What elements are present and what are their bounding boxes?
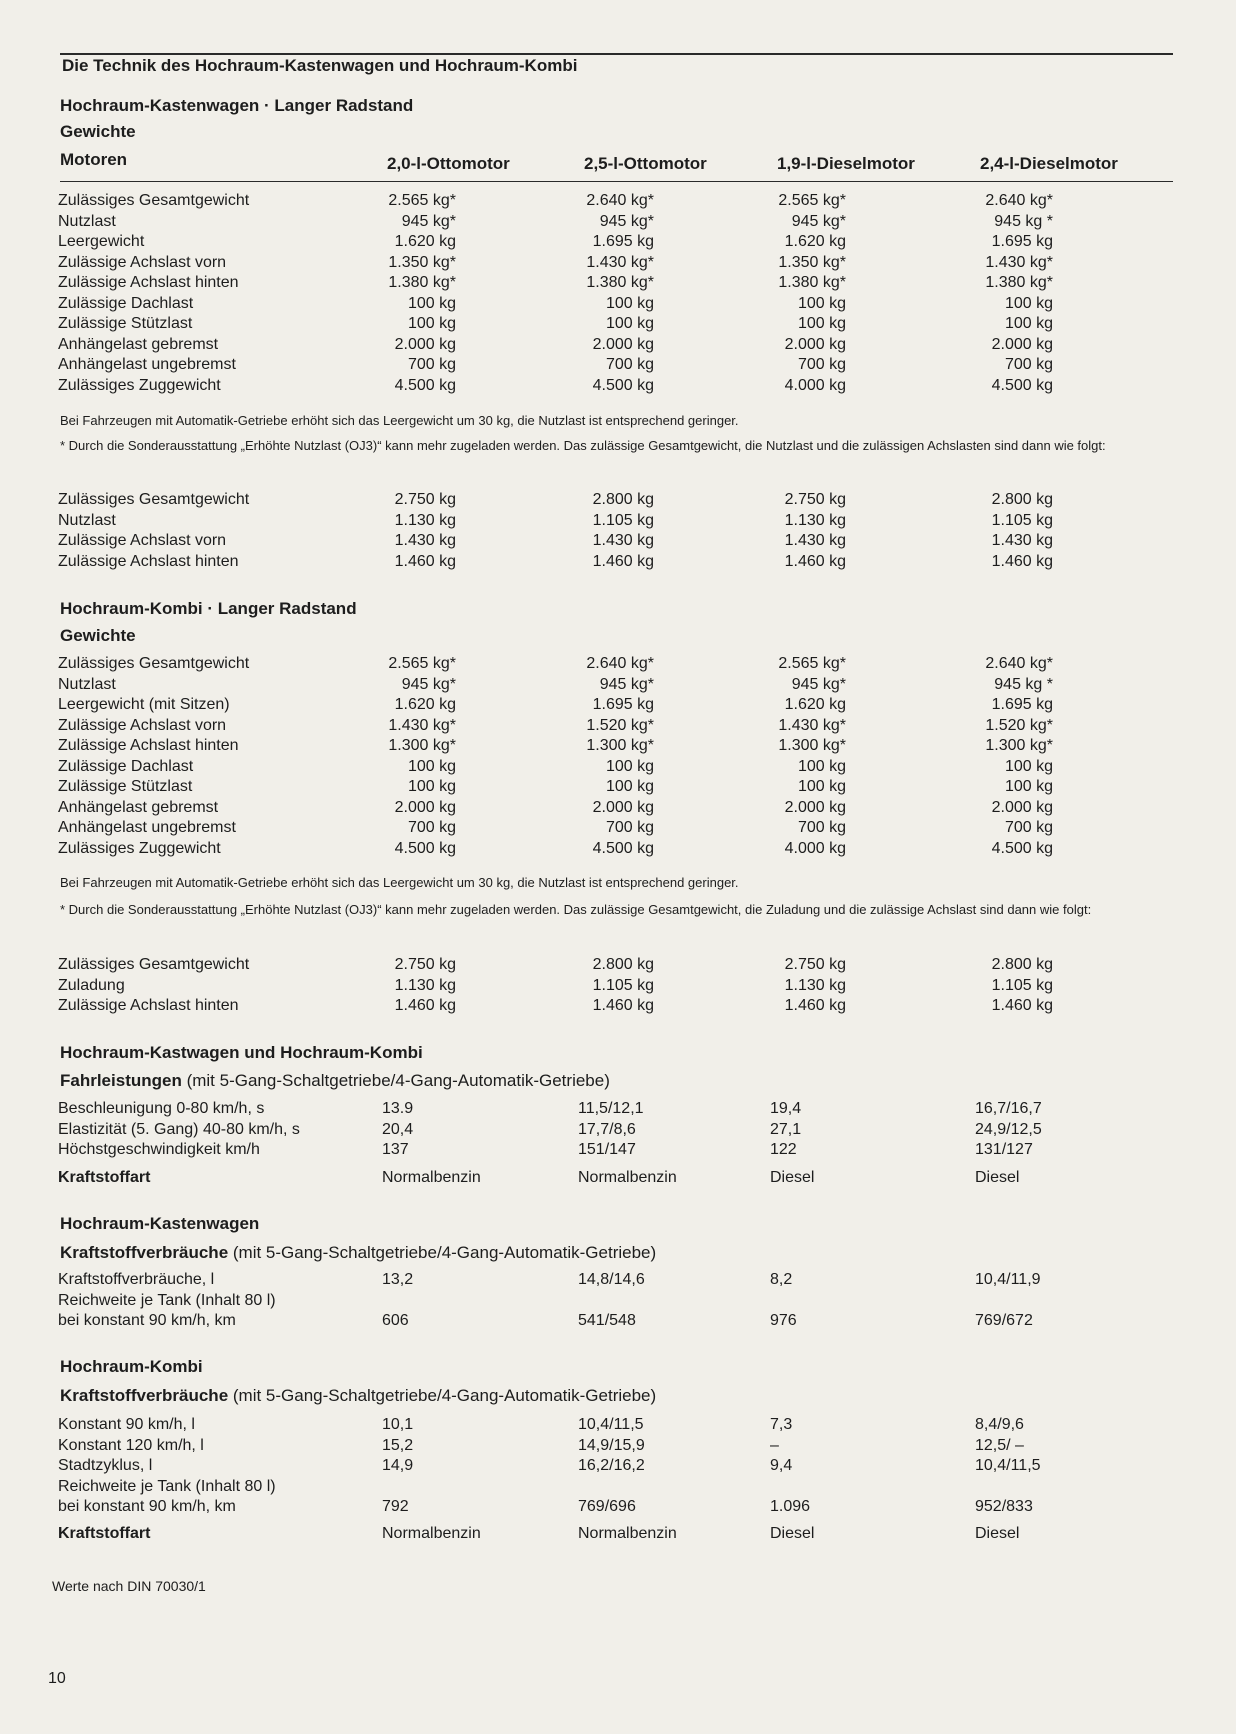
section-heading-kasten: Hochraum-Kastenwagen · Langer Radstand	[60, 96, 414, 115]
cell-value-3: 100 kg	[797, 294, 846, 312]
cell-value-1: 1.460 kg	[394, 997, 456, 1014]
table-row	[0, 1291, 1236, 1312]
table-row	[0, 1099, 1236, 1120]
cell-value-2: 100 kg	[605, 294, 654, 312]
header-rule	[60, 181, 1173, 182]
cell-value-3: 2.000 kg	[784, 335, 846, 353]
cell-value-3: 1.620 kg	[784, 233, 846, 250]
table-row	[0, 1270, 1236, 1291]
subheading-kraftstoffverbraeuche	[60, 1243, 656, 1263]
performance-table	[0, 1099, 1236, 1161]
row-label: Anhängelast ungebremst	[58, 356, 236, 373]
table-row	[0, 716, 1236, 737]
row-label: Zulässige Achslast hinten	[58, 274, 239, 291]
row-label: Leergewicht (mit Sitzen)	[58, 696, 230, 713]
cell-value-1: 606	[382, 1312, 409, 1329]
cell-value-2: 14,9/15,9	[578, 1436, 645, 1454]
cell-value-1: 1.620 kg	[394, 696, 456, 713]
verbraeuche-label-kombi: Kraftstoffverbräuche	[60, 1386, 229, 1405]
cell-value-1: 1.430 kg*	[388, 716, 456, 734]
verbraeuche-label: Kraftstoffverbräuche	[60, 1243, 229, 1262]
page-number: 10	[48, 1670, 66, 1687]
row-label: Leergewicht	[58, 233, 145, 250]
cell-value-2: 10,4/11,5	[578, 1416, 644, 1433]
row-label: Konstant 120 km/h, l	[58, 1436, 204, 1454]
cell-value-3: 1.460 kg	[784, 997, 846, 1014]
cell-value-4: 2.800 kg	[991, 956, 1053, 973]
row-label: Reichweite je Tank (Inhalt 80 l)	[58, 1477, 276, 1495]
cell-value-1: 2.000 kg	[394, 798, 456, 816]
cell-value-4: 100 kg	[1004, 757, 1053, 775]
cell-value-2: 945 kg*	[599, 675, 654, 693]
cell-value-3: 4.000 kg	[784, 376, 846, 394]
cell-value-4: 24,9/12,5	[975, 1120, 1042, 1138]
row-label: Zulässige Achslast hinten	[58, 552, 239, 570]
cell-value-4: 12,5/ –	[975, 1436, 1024, 1454]
cell-value-2: 769/696	[578, 1498, 636, 1515]
table-row	[0, 335, 1236, 356]
cell-value-2: 1.430 kg*	[586, 253, 654, 271]
cell-value-3: 2.750 kg	[784, 956, 846, 973]
page-title: Die Technik des Hochraum-Kastenwagen und Hochraum-Kombi	[62, 56, 578, 75]
cell-value-2: 700 kg	[605, 356, 654, 373]
section-heading-consumption-kasten: Hochraum-Kastenwagen	[60, 1214, 260, 1233]
row-label: Zulässige Dachlast	[58, 294, 194, 312]
table-row	[0, 1168, 1236, 1189]
table-row	[0, 818, 1236, 839]
cell-value-4: 1.380 kg*	[985, 274, 1053, 291]
fahrleistungen-label: Fahrleistungen	[60, 1071, 182, 1090]
row-label: Zuladung	[58, 976, 125, 994]
cell-value-2: 2.640 kg*	[586, 655, 654, 672]
cell-value-4: 1.695 kg	[991, 696, 1053, 713]
row-label: Anhängelast gebremst	[58, 798, 219, 816]
cell-value-3: 1.620 kg	[784, 696, 846, 713]
table-row	[0, 273, 1236, 294]
row-label: Elastizität (5. Gang) 40-80 km/h, s	[58, 1120, 300, 1138]
cell-value-3: 945 kg*	[791, 675, 846, 693]
cell-value-1: 13.9	[382, 1100, 414, 1117]
cell-value-1: Normalbenzin	[382, 1525, 481, 1542]
row-label: Kraftstoffart	[58, 1169, 151, 1186]
cell-value-3: Diesel	[770, 1169, 815, 1186]
cell-value-3: 4.000 kg	[784, 839, 846, 857]
cell-value-3: 7,3	[770, 1416, 793, 1433]
cell-value-1: 4.500 kg	[394, 839, 456, 857]
cell-value-2: 4.500 kg	[592, 839, 654, 857]
table-row	[0, 736, 1236, 757]
cell-value-4: 952/833	[975, 1498, 1033, 1515]
cell-value-1: 137	[382, 1141, 409, 1158]
cell-value-1: 1.620 kg	[394, 233, 456, 250]
cell-value-3: 1.460 kg	[784, 552, 846, 570]
row-label: Zulässige Achslast hinten	[58, 997, 239, 1014]
verbraeuche-qualifier: (mit 5-Gang-Schaltgetriebe/4-Gang-Automatik-Getriebe)	[228, 1243, 657, 1262]
kasten-oj3-table	[0, 490, 1236, 572]
cell-value-2: 1.105 kg	[592, 976, 654, 994]
top-rule	[60, 53, 1173, 55]
table-row	[0, 294, 1236, 315]
row-label: Anhängelast gebremst	[58, 335, 219, 353]
table-row	[0, 511, 1236, 532]
row-label: Zulässiges Zuggewicht	[58, 376, 221, 394]
row-label: Zulässige Stützlast	[58, 778, 193, 795]
cell-value-4: 2.640 kg*	[985, 655, 1053, 672]
cell-value-2: 100 kg	[605, 315, 654, 332]
cell-value-4: Diesel	[975, 1169, 1020, 1186]
cell-value-2: 2.800 kg	[592, 491, 654, 508]
cell-value-4: 2.640 kg*	[985, 192, 1053, 209]
cell-value-2: Normalbenzin	[578, 1169, 677, 1186]
row-label: Stadtzyklus, l	[58, 1457, 153, 1474]
cell-value-4: 2.800 kg	[991, 491, 1053, 508]
consumption-kasten-table	[0, 1270, 1236, 1332]
cell-value-2: 1.695 kg	[592, 233, 654, 250]
row-label: Höchstgeschwindigkeit km/h	[58, 1141, 260, 1158]
cell-value-3: 700 kg	[797, 356, 846, 373]
cell-value-4: 1.430 kg	[991, 532, 1053, 549]
cell-value-1: 100 kg	[407, 294, 456, 312]
cell-value-4: 4.500 kg	[991, 839, 1053, 857]
cell-value-1: 945 kg*	[401, 212, 456, 230]
row-label: bei konstant 90 km/h, km	[58, 1498, 236, 1515]
cell-value-2: 2.000 kg	[592, 335, 654, 353]
cell-value-4: 131/127	[975, 1141, 1033, 1158]
cell-value-3: 1.300 kg*	[778, 737, 846, 754]
table-row	[0, 1524, 1236, 1545]
cell-value-2: 1.460 kg	[592, 997, 654, 1014]
cell-value-2: 17,7/8,6	[578, 1120, 636, 1138]
table-row	[0, 1120, 1236, 1141]
row-label: Konstant 90 km/h, l	[58, 1416, 195, 1433]
cell-value-4: 8,4/9,6	[975, 1416, 1024, 1433]
row-label: Zulässiges Gesamtgewicht	[58, 956, 250, 973]
table-row	[0, 757, 1236, 778]
cell-value-4: 1.105 kg	[991, 511, 1053, 529]
row-label: Nutzlast	[58, 511, 116, 529]
cell-value-4: Diesel	[975, 1525, 1020, 1542]
cell-value-2: 1.105 kg	[592, 511, 654, 529]
cell-value-1: 1.460 kg	[394, 552, 456, 570]
cell-value-1: 100 kg	[407, 757, 456, 775]
cell-value-2: 1.380 kg*	[586, 274, 654, 291]
cell-value-1: 1.300 kg*	[388, 737, 456, 754]
cell-value-2: 2.000 kg	[592, 798, 654, 816]
cell-value-1: 2.000 kg	[394, 335, 456, 353]
cell-value-2: 541/548	[578, 1312, 636, 1329]
row-label: Kraftstoffart	[58, 1525, 151, 1542]
row-label: Zulässige Achslast vorn	[58, 253, 227, 271]
row-label: Zulässiges Gesamtgewicht	[58, 192, 250, 209]
cell-value-3: 945 kg*	[791, 212, 846, 230]
cell-value-4: 2.000 kg	[991, 798, 1053, 816]
cell-value-1: 2.565 kg*	[388, 192, 456, 209]
cell-value-2: 14,8/14,6	[578, 1271, 645, 1288]
row-label: Nutzlast	[58, 212, 116, 230]
fahrleistungen-qualifier: (mit 5-Gang-Schaltgetriebe/4-Gang-Automatik-Getriebe)	[181, 1071, 610, 1090]
cell-value-3: 27,1	[770, 1120, 802, 1138]
cell-value-3: 1.130 kg	[784, 976, 846, 994]
cell-value-4: 100 kg	[1004, 294, 1053, 312]
cell-value-2: 11,5/12,1	[578, 1100, 644, 1117]
kombi-weights-table	[0, 654, 1236, 859]
cell-value-2: 1.300 kg*	[586, 737, 654, 754]
kombi-oj3-table	[0, 955, 1236, 1017]
cell-value-2: 100 kg	[605, 757, 654, 775]
row-label: bei konstant 90 km/h, km	[58, 1312, 236, 1329]
table-row	[0, 531, 1236, 552]
cell-value-4: 700 kg	[1004, 819, 1053, 836]
cell-value-1: 14,9	[382, 1457, 414, 1474]
table-row	[0, 695, 1236, 716]
din-note: Werte nach DIN 70030/1	[52, 1578, 206, 1594]
section-heading-performance: Hochraum-Kastwagen und Hochraum-Kombi	[60, 1043, 423, 1062]
automatic-note: Bei Fahrzeugen mit Automatik-Getriebe erhöht sich das Leergewicht um 30 kg, die Nutzlast ist entsprechend geringer.	[60, 413, 739, 428]
table-row	[0, 976, 1236, 997]
column-header-2: 2,5-l-Ottomotor	[584, 154, 707, 173]
cell-value-1: 2.750 kg	[394, 956, 456, 973]
cell-value-2: 1.430 kg	[592, 532, 654, 549]
cell-value-2: 2.640 kg*	[586, 192, 654, 209]
table-row	[0, 654, 1236, 675]
cell-value-4: 769/672	[975, 1312, 1033, 1329]
cell-value-3: 2.750 kg	[784, 491, 846, 508]
table-row	[0, 355, 1236, 376]
consumption-kombi-table	[0, 1415, 1236, 1518]
cell-value-1: 4.500 kg	[394, 376, 456, 394]
cell-value-3: 1.380 kg*	[778, 274, 846, 291]
cell-value-1: 1.350 kg*	[388, 253, 456, 271]
cell-value-2: 1.695 kg	[592, 696, 654, 713]
row-label: Zulässige Stützlast	[58, 315, 193, 332]
cell-value-4: 1.430 kg*	[985, 253, 1053, 271]
row-label: Kraftstoffverbräuche, l	[58, 1271, 215, 1288]
cell-value-3: 100 kg	[797, 757, 846, 775]
cell-value-4: 945 kg *	[994, 212, 1053, 230]
table-row	[0, 955, 1236, 976]
row-label: Anhängelast ungebremst	[58, 819, 236, 836]
row-label: Zulässiges Zuggewicht	[58, 839, 221, 857]
cell-value-1: 700 kg	[407, 356, 456, 373]
cell-value-3: 100 kg	[797, 315, 846, 332]
table-row	[0, 798, 1236, 819]
cell-value-3: 122	[770, 1141, 797, 1158]
subheading-fahrleistungen	[60, 1071, 610, 1091]
table-row	[0, 1311, 1236, 1332]
cell-value-4: 1.460 kg	[991, 997, 1053, 1014]
cell-value-2: 4.500 kg	[592, 376, 654, 394]
row-label: Reichweite je Tank (Inhalt 80 l)	[58, 1291, 276, 1309]
cell-value-3: 700 kg	[797, 819, 846, 836]
cell-value-1: 1.380 kg*	[388, 274, 456, 291]
cell-value-1: 792	[382, 1498, 409, 1515]
table-row	[0, 314, 1236, 335]
cell-value-4: 2.000 kg	[991, 335, 1053, 353]
cell-value-3: 1.430 kg	[784, 532, 846, 549]
column-header-3: 1,9-l-Dieselmotor	[777, 154, 915, 173]
cell-value-2: 16,2/16,2	[578, 1457, 645, 1474]
table-row	[0, 232, 1236, 253]
cell-value-2: 1.460 kg	[592, 552, 654, 570]
cell-value-4: 1.520 kg*	[985, 716, 1053, 734]
cell-value-3: 8,2	[770, 1271, 793, 1288]
cell-value-2: 1.520 kg*	[586, 716, 654, 734]
cell-value-3: 19,4	[770, 1100, 802, 1117]
fuel-type-row-kombi	[0, 1524, 1236, 1545]
cell-value-1: 100 kg	[407, 778, 456, 795]
cell-value-4: 700 kg	[1004, 356, 1053, 373]
cell-value-4: 4.500 kg	[991, 376, 1053, 394]
subheading-gewichte: Gewichte	[60, 122, 136, 141]
cell-value-3: 2.565 kg*	[778, 192, 846, 209]
subheading-gewichte-kombi: Gewichte	[60, 626, 136, 645]
cell-value-1: 700 kg	[407, 819, 456, 836]
table-row	[0, 1497, 1236, 1518]
cell-value-2: 2.800 kg	[592, 956, 654, 973]
cell-value-2: Normalbenzin	[578, 1525, 677, 1542]
cell-value-1: 13,2	[382, 1271, 414, 1288]
cell-value-1: 20,4	[382, 1120, 414, 1138]
cell-value-1: 2.750 kg	[394, 491, 456, 508]
cell-value-3: 1.096	[770, 1498, 811, 1515]
cell-value-1: 1.130 kg	[394, 976, 456, 994]
section-heading-kombi: Hochraum-Kombi · Langer Radstand	[60, 599, 357, 618]
cell-value-2: 945 kg*	[599, 212, 654, 230]
cell-value-3: –	[770, 1436, 779, 1454]
cell-value-4: 10,4/11,9	[975, 1271, 1041, 1288]
row-label: Zulässige Achslast vorn	[58, 716, 227, 734]
cell-value-1: 2.565 kg*	[388, 655, 456, 672]
table-row	[0, 675, 1236, 696]
cell-value-4: 1.300 kg*	[985, 737, 1053, 754]
section-heading-consumption-kombi: Hochraum-Kombi	[60, 1357, 203, 1376]
cell-value-1: 15,2	[382, 1436, 414, 1454]
row-label: Zulässige Dachlast	[58, 757, 194, 775]
cell-value-1: 100 kg	[407, 315, 456, 332]
cell-value-2: 151/147	[578, 1141, 636, 1158]
motoren-label: Motoren	[60, 150, 128, 169]
cell-value-4: 945 kg *	[994, 675, 1053, 693]
table-row	[0, 1415, 1236, 1436]
cell-value-2: 100 kg	[605, 778, 654, 795]
cell-value-3: 2.000 kg	[784, 798, 846, 816]
cell-value-1: 945 kg*	[401, 675, 456, 693]
cell-value-4: 16,7/16,7	[975, 1100, 1042, 1117]
kasten-weights-table	[0, 191, 1236, 396]
row-label: Zulässiges Gesamtgewicht	[58, 491, 250, 508]
cell-value-4: 100 kg	[1004, 315, 1053, 332]
table-row	[0, 1140, 1236, 1161]
oj3-note-kombi: * Durch die Sonderausstattung „Erhöhte Nutzlast (OJ3)“ kann mehr zugeladen werden. Das zulässige Gesamtgewicht, die Zuladung und die zulässige Achslast sind dann wie folgt:	[60, 902, 1092, 917]
fuel-type-row	[0, 1168, 1236, 1189]
cell-value-4: 1.460 kg	[991, 552, 1053, 570]
cell-value-1: Normalbenzin	[382, 1169, 481, 1186]
row-label: Nutzlast	[58, 675, 116, 693]
cell-value-1: 1.430 kg	[394, 532, 456, 549]
cell-value-3: 976	[770, 1312, 797, 1329]
table-row	[0, 1436, 1236, 1457]
table-row	[0, 376, 1236, 397]
cell-value-4: 1.695 kg	[991, 233, 1053, 250]
table-row	[0, 1477, 1236, 1498]
cell-value-3: 100 kg	[797, 778, 846, 795]
table-row	[0, 490, 1236, 511]
cell-value-1: 1.130 kg	[394, 511, 456, 529]
cell-value-3: 1.350 kg*	[778, 253, 846, 271]
row-label: Beschleunigung 0-80 km/h, s	[58, 1100, 265, 1117]
cell-value-4: 1.105 kg	[991, 976, 1053, 994]
row-label: Zulässiges Gesamtgewicht	[58, 655, 250, 672]
cell-value-4: 10,4/11,5	[975, 1457, 1041, 1474]
column-header-1: 2,0-l-Ottomotor	[387, 154, 510, 173]
column-header-4: 2,4-l-Dieselmotor	[980, 154, 1118, 173]
table-row	[0, 1456, 1236, 1477]
cell-value-3: 9,4	[770, 1457, 793, 1474]
cell-value-3: 2.565 kg*	[778, 655, 846, 672]
row-label: Zulässige Achslast vorn	[58, 532, 227, 549]
subheading-kraftstoffverbraeuche-kombi	[60, 1386, 656, 1406]
oj3-note: * Durch die Sonderausstattung „Erhöhte Nutzlast (OJ3)“ kann mehr zugeladen werden. Das zulässige Gesamtgewicht, die Nutzlast und die zulässigen Achslasten sind dann wie folgt:	[60, 438, 1106, 453]
verbraeuche-qualifier-kombi: (mit 5-Gang-Schaltgetriebe/4-Gang-Automatik-Getriebe)	[228, 1386, 657, 1405]
table-row	[0, 839, 1236, 860]
cell-value-4: 100 kg	[1004, 778, 1053, 795]
table-row	[0, 996, 1236, 1017]
cell-value-3: 1.430 kg*	[778, 716, 846, 734]
table-row	[0, 552, 1236, 573]
cell-value-1: 10,1	[382, 1416, 414, 1433]
cell-value-3: Diesel	[770, 1525, 815, 1542]
table-row	[0, 777, 1236, 798]
automatic-note-kombi: Bei Fahrzeugen mit Automatik-Getriebe erhöht sich das Leergewicht um 30 kg, die Nutzlast ist entsprechend geringer.	[60, 875, 739, 890]
table-row	[0, 253, 1236, 274]
table-row	[0, 191, 1236, 212]
row-label: Zulässige Achslast hinten	[58, 737, 239, 754]
cell-value-3: 1.130 kg	[784, 511, 846, 529]
cell-value-2: 700 kg	[605, 819, 654, 836]
table-row	[0, 212, 1236, 233]
